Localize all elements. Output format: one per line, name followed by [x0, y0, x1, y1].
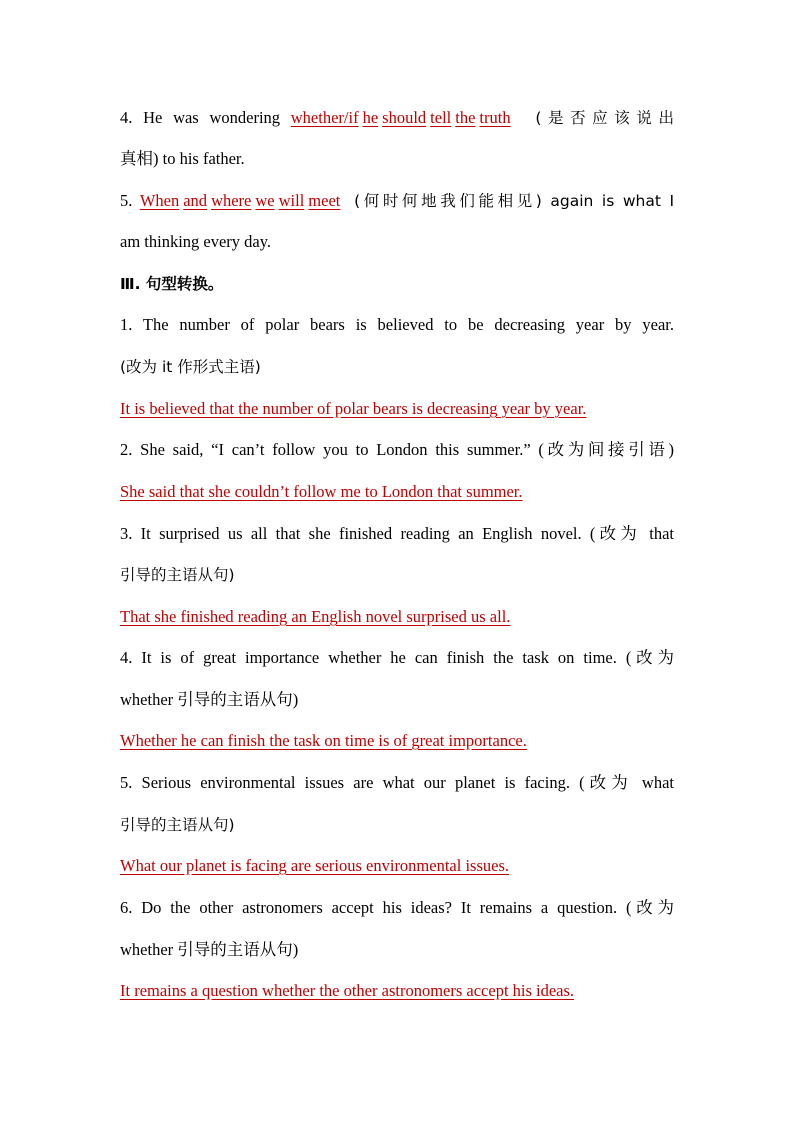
answer-4-text: Whether he can finish the task on time is of great importance. — [120, 731, 527, 750]
item-5-blank-5: will — [278, 191, 305, 210]
question-5-line-2: 引导的主语从句) — [120, 816, 235, 834]
item-4-blank-4: tell — [430, 108, 452, 127]
item-5-prefix: 5. — [120, 191, 140, 210]
question-2-text: 2. She said, “I can’t follow you to London this summer.” (改为间接引语) — [120, 440, 674, 459]
item-5-blank-6: meet — [308, 191, 341, 210]
answer-1 — [120, 398, 586, 420]
item-4-blank-2: he — [362, 108, 379, 127]
fill-item-4 — [120, 107, 674, 129]
item-4-blank-5: the — [455, 108, 476, 127]
question-6-line-2: whether 引导的主语从句) — [120, 940, 299, 959]
answer-3-text: That she finished reading an English novel surprised us all. — [120, 607, 511, 626]
answer-2-text: She said that she couldn’t follow me to London that summer. — [120, 482, 523, 501]
question-1-instruction — [120, 356, 261, 378]
answer-1-text: It is believed that the number of polar bears is decreasing year by year. — [120, 399, 587, 418]
fill-item-5 — [120, 190, 674, 212]
item-5-blank-2: and — [183, 191, 208, 210]
item-5-hint: (何时何地我们能相见) again is what I — [354, 192, 675, 210]
question-2 — [120, 439, 674, 461]
question-3 — [120, 523, 674, 545]
question-4 — [120, 647, 674, 669]
question-1 — [120, 314, 674, 336]
question-4-text: 4. It is of great importance whether he can finish the task on time. (改为 — [120, 648, 674, 667]
item-4-prefix: 4. He was wondering — [120, 108, 291, 127]
item-4-hint: (是否应该说出 — [535, 109, 674, 127]
answer-6-text: It remains a question whether the other astronomers accept his ideas. — [120, 981, 575, 1000]
question-4-line-2: whether 引导的主语从句) — [120, 690, 299, 709]
item-4-line-2: 真相) to his father. — [120, 149, 245, 168]
question-6 — [120, 897, 674, 919]
question-5 — [120, 772, 674, 794]
item-5-blank-1: When — [139, 191, 180, 210]
question-1-text: 1. The number of polar bears is believed to be decreasing year by year. — [120, 315, 674, 334]
answer-5 — [120, 855, 509, 877]
item-5-blank-3: where — [211, 191, 252, 210]
item-4-continuation — [120, 148, 245, 170]
answer-5-text: What our planet is facing are serious environmental issues. — [120, 856, 510, 875]
answer-3 — [120, 606, 510, 628]
question-6-text: 6. Do the other astronomers accept his ideas? It remains a question. (改为 — [120, 898, 674, 917]
question-3-line-2: 引导的主语从句) — [120, 566, 235, 584]
item-5-line-2: am thinking every day. — [120, 232, 272, 251]
question-5-instruction — [120, 814, 235, 836]
item-4-blank-3: should — [382, 108, 427, 127]
question-6-instruction — [120, 939, 298, 961]
question-3-instruction — [120, 564, 235, 586]
answer-2 — [120, 481, 523, 503]
question-3-text: 3. It surprised us all that she finished reading an English novel. (改为 that — [120, 524, 674, 543]
answer-6 — [120, 980, 574, 1002]
question-5-text: 5. Serious environmental issues are what our planet is facing. (改为 what — [120, 773, 674, 792]
item-4-blank-1: whether/if — [290, 108, 359, 127]
question-1-line-2: (改为 it 作形式主语) — [120, 358, 261, 376]
question-4-instruction — [120, 689, 298, 711]
item-5-blank-4: we — [255, 191, 275, 210]
item-4-blank-6: truth — [479, 108, 511, 127]
item-5-continuation — [120, 231, 271, 253]
answer-4 — [120, 730, 527, 752]
section-title: Ⅲ. 句型转换。 — [120, 275, 224, 293]
section-heading — [120, 273, 223, 295]
